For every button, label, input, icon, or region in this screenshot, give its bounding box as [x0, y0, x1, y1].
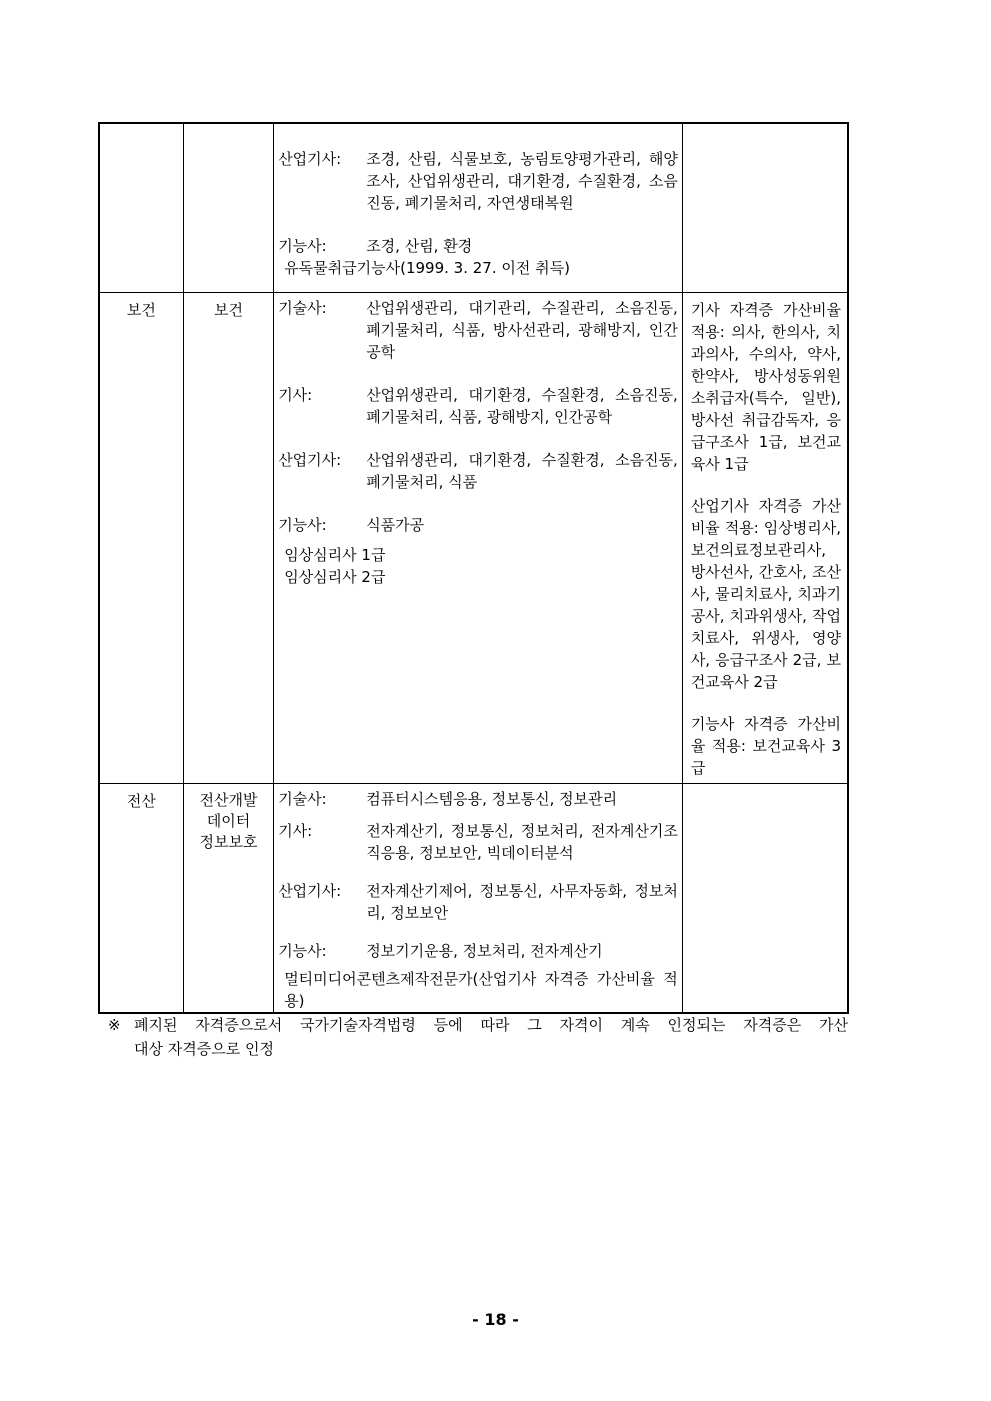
page-number: - 18 - [472, 1310, 519, 1329]
cert-list: 산업위생관리, 대기관리, 수질관리, 소음진동, 폐기물처리, 식품, 방사선관리, 광해방지, 인간공학 [366, 298, 678, 361]
cert-grade-label: 기능사: [278, 237, 327, 255]
extra-cert: 멀티미디어콘텐츠제작전문가(산업기사 자격증 가산비율 적용) [284, 969, 678, 1010]
cert-grade-label: 기사: [278, 821, 313, 840]
category-cell [99, 123, 183, 292]
cert-grade-label: 산업기사: [278, 881, 342, 900]
footnote [108, 1013, 848, 1061]
cert-grade-label: 기사: [278, 385, 313, 404]
cert-grade-label: 기능사: [278, 941, 327, 960]
footnote-line: 대상 자격증으로 인정 [134, 1040, 274, 1058]
note-paragraph: 산업기사 자격증 가산비율 적용: 임상병리사, 보건의료정보관리사, 방사선사, 간호사, 조산사, 물리치료사, 치과기공사, 치과위생사, 작업치료사, 위생사, 영양사, 응급구조사 2급, 보건교육사 2급 [690, 496, 841, 691]
note-cell [682, 783, 848, 1013]
cert-list: 전자계산기, 정보통신, 정보처리, 전자계산기조직응용, 정보보안, 빅데이터분석 [366, 821, 678, 862]
cert-entry [278, 449, 678, 493]
note-cell [682, 123, 848, 292]
cert-list: 산업위생관리, 대기환경, 수질환경, 소음진동, 폐기물처리, 식품 [366, 450, 678, 491]
cert-entry [278, 880, 678, 924]
extra-cert: 임상심리사 2급 [284, 567, 386, 586]
category-cell: 전산 [99, 783, 183, 1013]
cert-grade-label: 산업기사: [278, 450, 342, 469]
cert-grade-label: 기술사: [278, 298, 327, 317]
field-cell: 보건 [183, 292, 273, 783]
table-row [99, 123, 848, 292]
cert-list: 조경, 산림, 환경 [366, 237, 473, 255]
note-paragraph: 기능사 자격증 가산비율 적용: 보건교육사 3급 [690, 714, 841, 777]
cert-entry [278, 148, 678, 214]
cert-list: 조경, 산림, 식물보호, 농림토양평가관리, 해양조사, 산업위생관리, 대기환경, 수질환경, 소음진동, 폐기물처리, 자연생태복원 [366, 150, 678, 212]
certificates-cell [274, 123, 683, 292]
extra-cert: 유독물취급기능사(1999. 3. 27. 이전 취득) [284, 259, 570, 277]
note-paragraph: 기사 자격증 가산비율 적용: 의사, 한의사, 치과의사, 수의사, 약사, 한약사, 방사성동위원소취급자(특수, 일반), 방사선 취급감독자, 응급구조사 1급, 보건교육사 1급 [690, 300, 841, 473]
field-cell [183, 783, 273, 1013]
extra-cert: 임상심리사 1급 [284, 545, 386, 564]
category-cell: 보건 [99, 292, 183, 783]
cert-list: 정보기기운용, 정보처리, 전자계산기 [366, 941, 603, 960]
field-line: 데이터 [206, 811, 251, 830]
note-cell [682, 292, 848, 783]
cert-entry [278, 820, 678, 864]
field-line: 전산개발 [199, 790, 258, 809]
field-cell [183, 123, 273, 292]
cert-entry [278, 940, 678, 962]
field-line: 정보보호 [199, 832, 258, 851]
cert-grade-label: 산업기사: [278, 150, 342, 168]
cert-list: 컴퓨터시스템응용, 정보통신, 정보관리 [366, 789, 618, 808]
cert-entry [278, 297, 678, 363]
cert-entry [278, 514, 678, 536]
certificates-cell [274, 292, 683, 783]
certificate-table [98, 122, 849, 1014]
cert-entry [278, 235, 678, 257]
cert-entry [278, 788, 678, 810]
footnote-line: 폐지된 자격증으로서 국가기술자격법령 등에 따라 그 자격이 계속 인정되는 자격증은 가산 [134, 1016, 848, 1034]
table-row [99, 292, 848, 783]
cert-list: 산업위생관리, 대기환경, 수질환경, 소음진동, 폐기물처리, 식품, 광해방지, 인간공학 [366, 385, 678, 426]
reference-mark-icon: ※ [108, 1016, 121, 1034]
cert-list: 전자계산기제어, 정보통신, 사무자동화, 정보처리, 정보보안 [366, 881, 678, 922]
cert-entry [278, 384, 678, 428]
certificates-cell [274, 783, 683, 1013]
cert-grade-label: 기능사: [278, 515, 327, 534]
cert-list: 식품가공 [366, 515, 425, 534]
table-row [99, 783, 848, 1013]
cert-grade-label: 기술사: [278, 789, 327, 808]
